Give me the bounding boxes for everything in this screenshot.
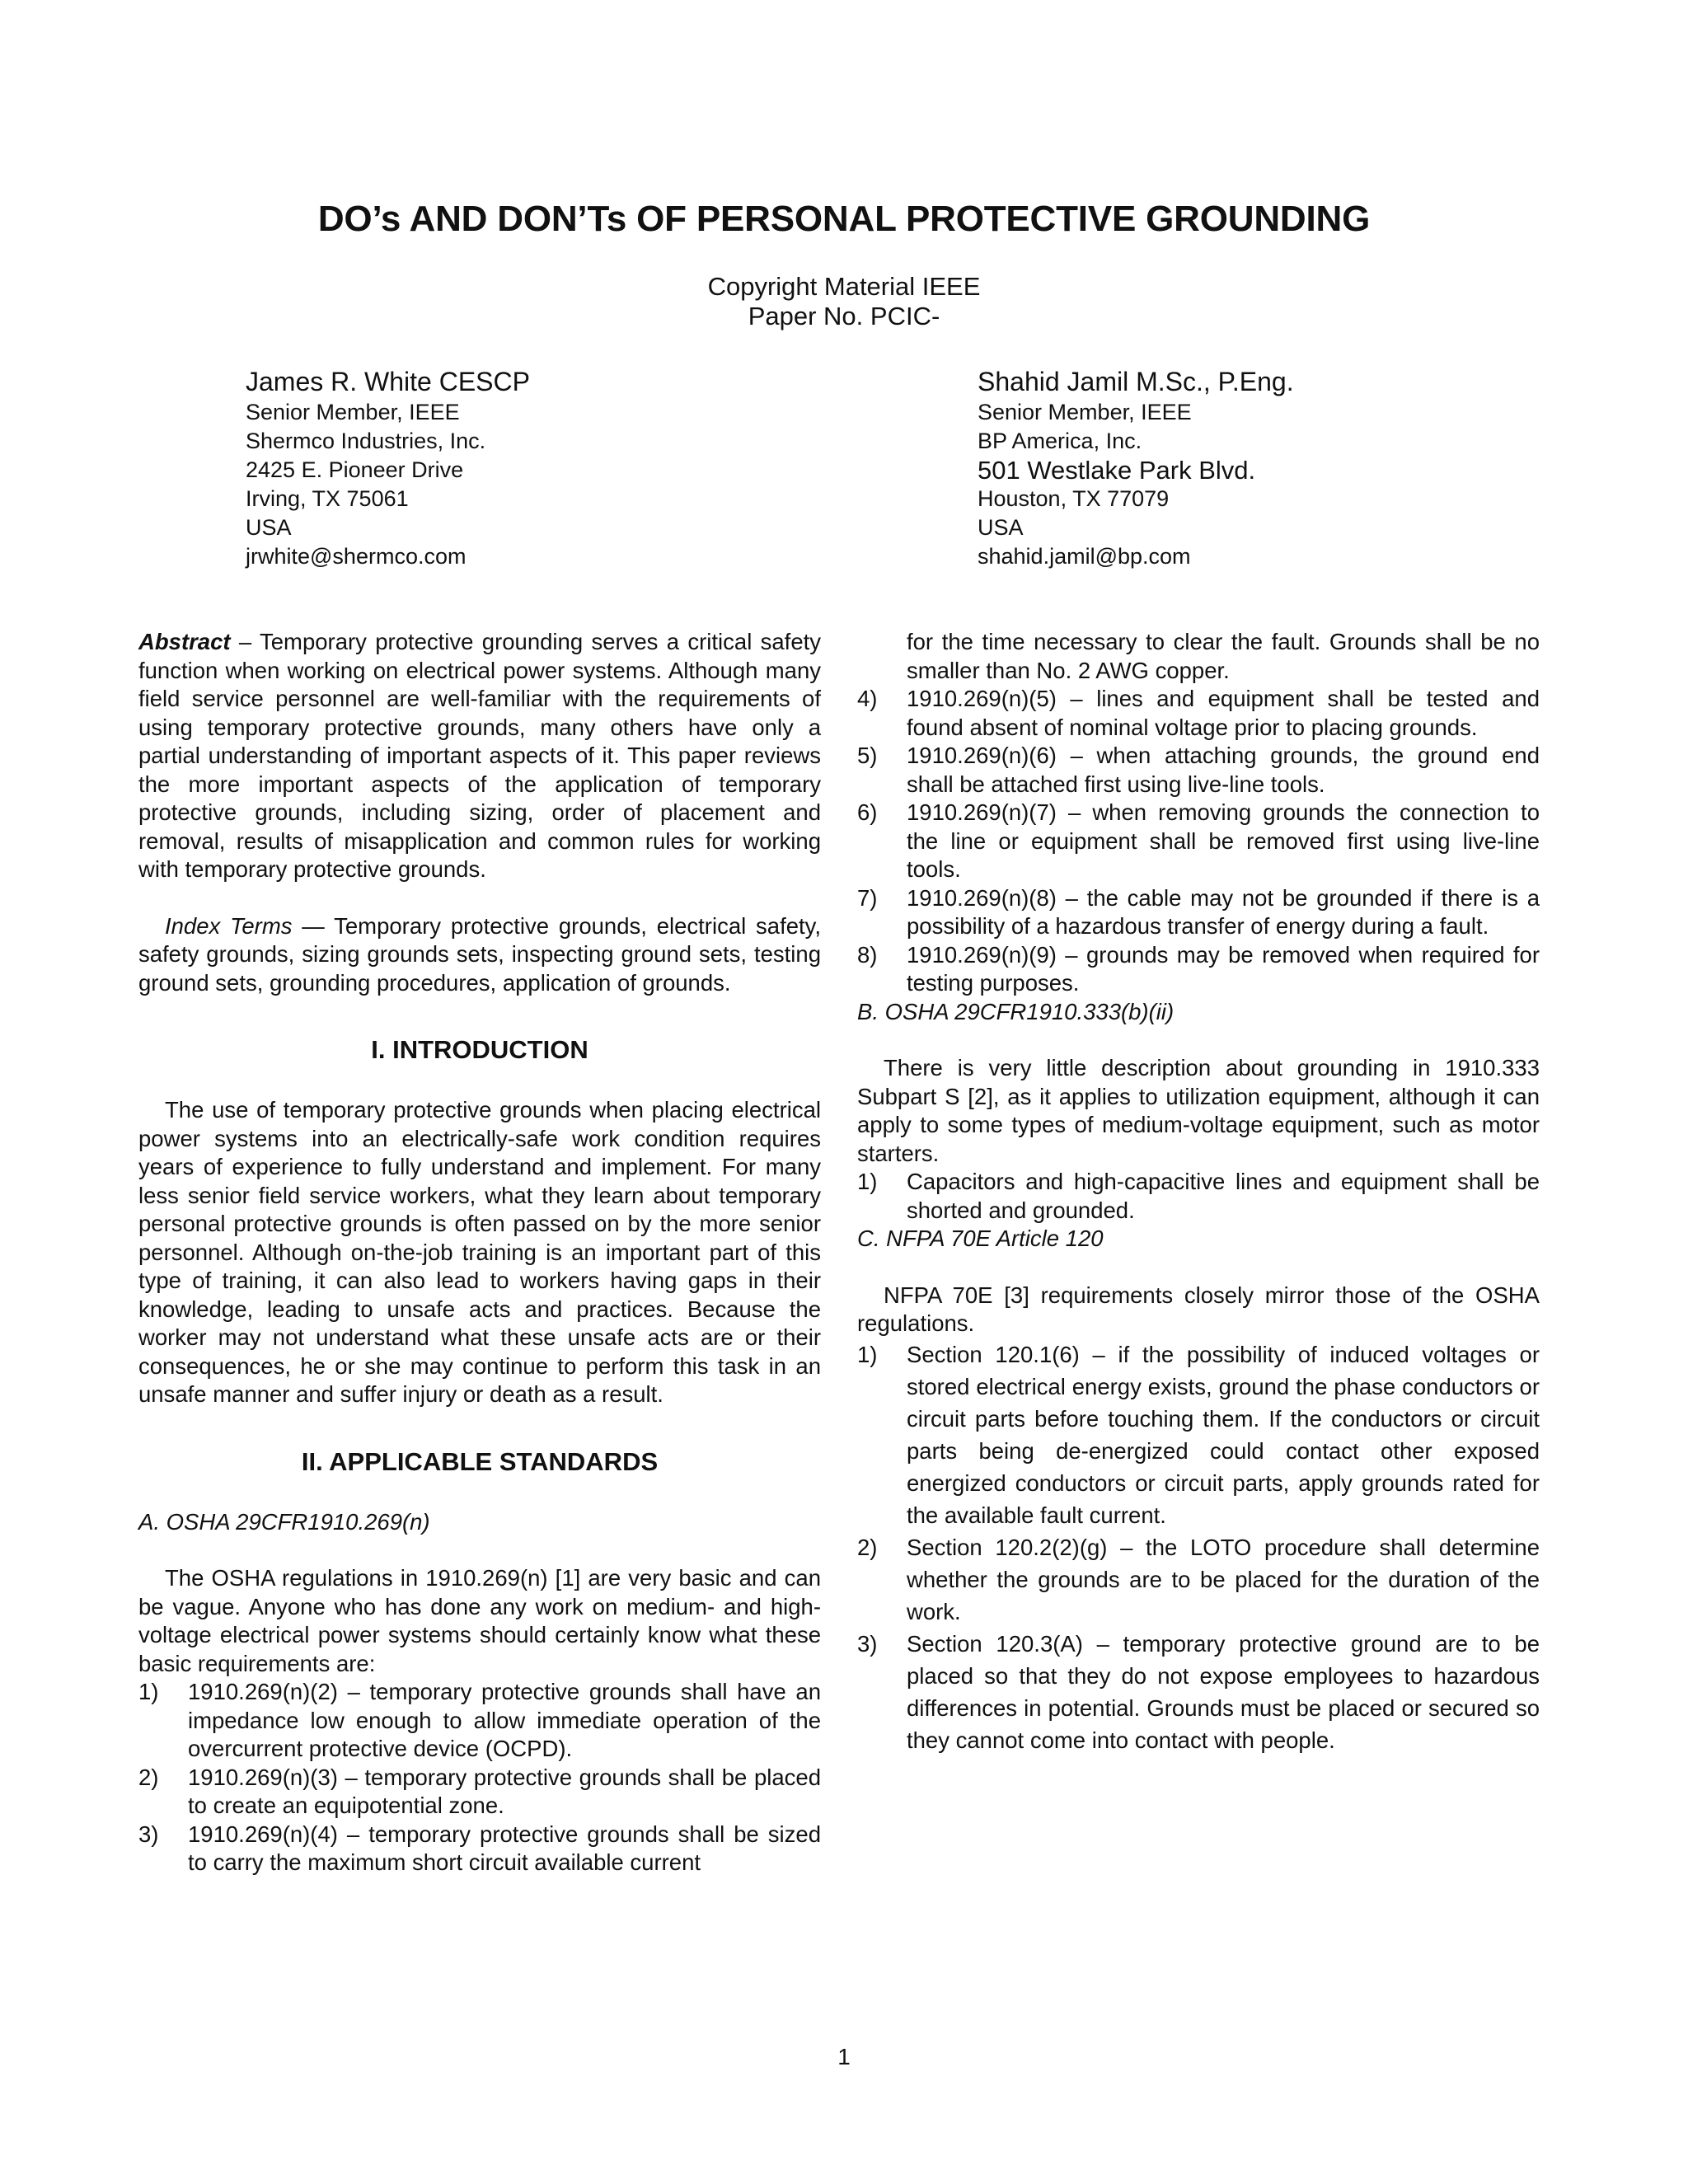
list-item: 8) 1910.269(n)(9) – grounds may be removed when required for testing purposes. (857, 941, 1540, 996)
osha-269-list-continued (857, 685, 1540, 998)
author-name: James R. White CESCP (246, 367, 530, 396)
subsection-heading-a: A. OSHA 29CFR1910.269(n) (138, 1508, 430, 1535)
subsection-c-text: NFPA 70E [3] requirements closely mirror those of the OSHA regulations. (857, 1282, 1540, 1336)
subsection-heading-c: C. NFPA 70E Article 120 (857, 1226, 1104, 1251)
author-line: Houston, TX 77079 (978, 486, 1170, 511)
list-item: 7) 1910.269(n)(8) – the cable may not be grounded if there is a possibility of a hazardous transfer of energy during a fault. (857, 884, 1540, 939)
osha-333-list (857, 1168, 1540, 1225)
list-item: 3) 1910.269(n)(4) – temporary protective grounds shall be sized to carry the maximum short circuit available current (138, 1821, 821, 1875)
author-email: jrwhite@shermco.com (246, 544, 467, 569)
list-item: 6) 1910.269(n)(7) – when removing grounds the connection to the line or equipment shall be removed first using live-line tools. (857, 799, 1540, 882)
subsection-b-text: There is very little description about grounding in 1910.333 Subpart S [2], as it applies to utilization equipment, although it can apply to some types of medium-voltage equipment, such as motor starters. (857, 1055, 1540, 1166)
list-item: 2) Section 120.2(2)(g) – the LOTO procedure shall determine whether the grounds are to be placed for the duration of the work. (857, 1534, 1540, 1624)
subsection-a-text: The OSHA regulations in 1910.269(n) [1] are very basic and can be vague. Anyone who has done any work on medium- and high-voltage electrical power systems should certainly know what these basic requirements are: (138, 1565, 821, 1676)
section-heading-introduction: I. INTRODUCTION (371, 1035, 588, 1064)
author-line: 2425 E. Pioneer Drive (246, 457, 464, 482)
author-line: Senior Member, IEEE (246, 400, 460, 424)
author-block-1 (246, 365, 530, 571)
index-terms-text: — Temporary protective grounds, electrical safety, safety grounds, sizing grounds sets, inspecting ground sets, testing ground sets, grounding procedures, application of grounds. (138, 912, 822, 996)
list-item: 4) 1910.269(n)(5) – lines and equipment shall be tested and found absent of nominal voltage prior to placing grounds. (857, 686, 1540, 740)
left-column (138, 628, 821, 1877)
list-item: 5) 1910.269(n)(6) – when attaching grounds, the ground end shall be attached first using live-line tools. (857, 743, 1540, 797)
osha-269-list (138, 1678, 821, 1877)
abstract-label: Abstract (138, 629, 231, 654)
author-email: shahid.jamil@bp.com (978, 544, 1191, 569)
author-line: BP America, Inc. (978, 429, 1142, 453)
author-name: Shahid Jamil M.Sc., P.Eng. (978, 367, 1294, 396)
author-line: Shermco Industries, Inc. (246, 429, 486, 453)
copyright-line: Copyright Material IEEE (707, 272, 981, 301)
section-heading-standards: II. APPLICABLE STANDARDS (301, 1446, 659, 1476)
introduction-text: The use of temporary protective grounds when placing electrical power systems into an electrically-safe work condition requires years of experience to fully understand and implement. For many less senior field service workers, what they learn about temporary personal protective grounds is often passed on by the more senior personnel. Although on-the-job training is an important part of this type of training, it can also lead to workers having gaps in their knowledge, leading to unsafe acts and practices. Because the worker may not understand what these unsafe acts are or their consequences, he or she may continue to perform this task in an unsafe manner and suffer injury or death as a result. (138, 1097, 821, 1407)
list-item: 3) Section 120.3(A) – temporary protective ground are to be placed so that they do not expose employees to hazardous differences in potential. Grounds must be placed or secured so they cannot come into contact with people. (857, 1630, 1540, 1753)
author-line: 501 Westlake Park Blvd. (978, 456, 1256, 485)
list-item: 1) 1910.269(n)(2) – temporary protective grounds shall have an impedance low enough to allow immediate operation of the overcurrent protective device (OCPD). (138, 1679, 821, 1761)
right-column (857, 628, 1540, 1756)
index-terms-label: Index Terms (165, 912, 293, 939)
author-line: USA (978, 515, 1024, 540)
abstract-text: – Temporary protective grounding serves a critical safety function when working on electrical power systems. Although many field service personnel are well-familiar with the requirements of using temporary protective grounds, many others have only a partial understanding of important aspects of it. This paper reviews the more important aspects of the application of temporary protective grounds, including sizing, order of placement and removal, results of misapplication and common rules for working with temporary protective grounds. (138, 629, 821, 882)
author-line: Senior Member, IEEE (978, 400, 1192, 424)
author-line: Irving, TX 75061 (246, 486, 409, 511)
paper-title: DO’s AND DON’Ts OF PERSONAL PROTECTIVE GROUNDING (317, 199, 1371, 239)
list-item: 1) Capacitors and high-capacitive lines and equipment shall be shorted and grounded. (857, 1169, 1540, 1223)
list-item: 1) Section 120.1(6) – if the possibility of induced voltages or stored electrical energy exists, ground the phase conductors or circuit parts before touching them. If the conductors or circuit parts being de-energized could contact other exposed energized conductors or circuit parts, apply grounds rated for the available fault current. (857, 1341, 1540, 1528)
list-continuation: for the time necessary to clear the fault. Grounds shall be no smaller than No. 2 AWG copper. (907, 629, 1540, 683)
page-number: 1 (837, 2044, 851, 2069)
nfpa-70e-list (857, 1338, 1540, 1756)
list-item: 2) 1910.269(n)(3) – temporary protective grounds shall be placed to create an equipotential zone. (138, 1764, 821, 1818)
subsection-heading-b: B. OSHA 29CFR1910.333(b)(ii) (857, 998, 1175, 1024)
author-block-2 (978, 365, 1294, 571)
paper-number: Paper No. PCIC- (748, 302, 940, 330)
abstract (138, 628, 821, 884)
index-terms (138, 912, 821, 998)
author-line: USA (246, 515, 292, 540)
